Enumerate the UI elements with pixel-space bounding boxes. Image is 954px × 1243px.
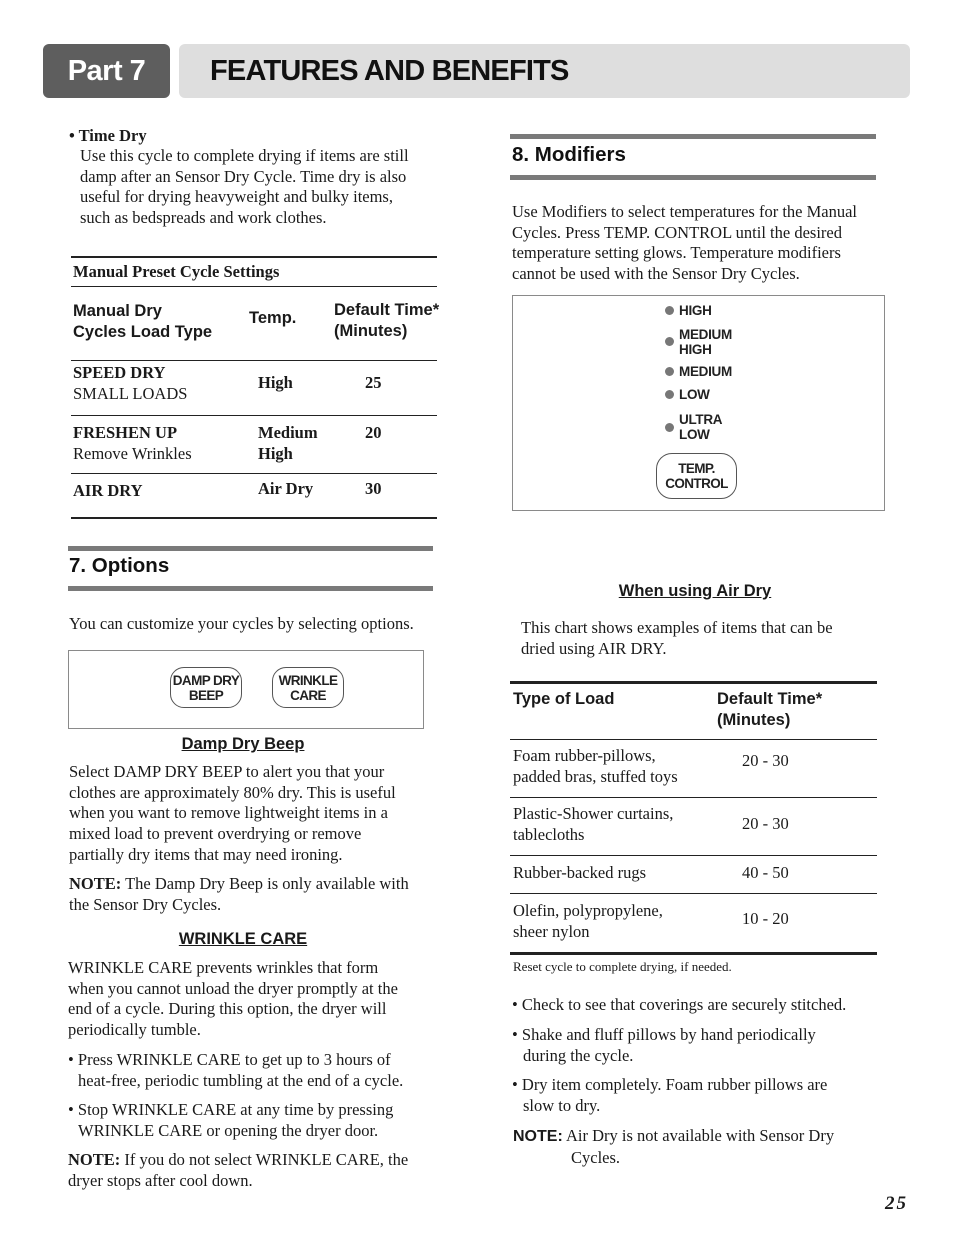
ultra-low-indicator-icon — [665, 423, 674, 432]
modifiers-text — [512, 202, 857, 285]
table-rule — [510, 855, 877, 856]
load-time: 40 - 50 — [742, 863, 789, 882]
col-header-type-of-load: Type of Load — [513, 690, 615, 708]
button-line: WRINKLE — [278, 672, 338, 688]
text-line: • Dry item completely. Foam rubber pillows are — [512, 1075, 828, 1094]
load-time: 20 - 30 — [742, 751, 789, 770]
table-row — [513, 863, 646, 884]
cycle-time: 25 — [365, 373, 382, 392]
air-dry-bullet — [512, 995, 846, 1016]
cycle-name: SPEED DRY — [73, 363, 166, 382]
table-rule — [71, 473, 437, 474]
cycle-temp: High — [258, 373, 293, 392]
section-rule — [510, 175, 876, 180]
wrinkle-bullet — [68, 1050, 403, 1091]
table-row — [513, 746, 678, 787]
note-label: NOTE: — [69, 874, 122, 893]
temp-control-button[interactable] — [656, 453, 737, 499]
table-rule — [510, 797, 877, 798]
cycle-temp — [258, 423, 318, 464]
wrinkle-care-heading: WRINKLE CARE — [178, 930, 308, 948]
load-time: 20 - 30 — [742, 814, 789, 833]
section-rule — [68, 546, 433, 551]
page-number: 25 — [885, 1193, 908, 1214]
time-dry-heading: • Time Dry — [69, 126, 147, 145]
text-line: during the cycle. — [523, 1045, 634, 1065]
text-line: when you want to remove lightweight items in a — [69, 803, 388, 823]
col-header-default-time — [334, 300, 439, 341]
table-footnote: Reset cycle to complete drying, if needed. — [513, 959, 732, 974]
col-header-temp: Temp. — [249, 309, 297, 327]
cycle-desc: SMALL LOADS — [73, 383, 188, 403]
text-line: damp after an Sensor Dry Cycle. Time dry is also — [80, 166, 407, 186]
text-line: • Check to see that coverings are securely stitched. — [512, 995, 847, 1014]
cycle-desc: Remove Wrinkles — [73, 443, 192, 463]
cycle-time: 20 — [365, 423, 382, 442]
damp-dry-beep-button[interactable] — [170, 667, 242, 708]
temp-label-medium: MEDIUM — [679, 364, 732, 379]
text-line: mixed load to prevent overdrying or remove — [69, 824, 362, 844]
table-row — [73, 423, 192, 464]
load-line: Olefin, polypropylene, — [513, 901, 663, 920]
cycle-time: 30 — [365, 479, 382, 498]
text-line: Cycles. Press TEMP. CONTROL until the desired — [512, 222, 842, 242]
button-line: BEEP — [188, 687, 224, 703]
table-rule — [510, 893, 877, 894]
text-line: • Press WRINKLE CARE to get up to 3 hours of — [68, 1050, 391, 1069]
text-line: • Stop WRINKLE CARE at any time by pressing — [68, 1100, 394, 1119]
label-line: MEDIUM — [679, 327, 732, 342]
note-text: If you do not select WRINKLE CARE, the — [120, 1150, 409, 1169]
load-line: Plastic-Shower curtains, — [513, 804, 674, 823]
wrinkle-note — [68, 1150, 408, 1191]
header-line: (Minutes) — [717, 710, 791, 729]
low-indicator-icon — [665, 390, 674, 399]
text-line: useful for drying heavyweight and bulky items, — [80, 187, 393, 207]
text-line: heat-free, periodic tumbling at the end of a cycle. — [78, 1070, 404, 1090]
header-line: (Minutes) — [334, 321, 408, 340]
table-row — [513, 804, 673, 845]
text-line: such as bedspreads and work clothes. — [80, 208, 327, 228]
col-header-load-type — [73, 301, 212, 342]
section-rule — [68, 586, 433, 591]
table-rule — [510, 739, 877, 740]
note-text: Air Dry is not available with Sensor Dry — [562, 1126, 835, 1145]
air-dry-bullet — [512, 1075, 827, 1116]
load-line: sheer nylon — [513, 921, 590, 941]
table-rule — [71, 415, 437, 416]
button-line: CONTROL — [665, 476, 728, 491]
text-line: dried using AIR DRY. — [521, 638, 667, 658]
col-header-default-time — [717, 689, 822, 730]
load-time: 10 - 20 — [742, 909, 789, 928]
temp-label-high: HIGH — [679, 303, 712, 318]
section-rule — [510, 134, 876, 139]
medium-indicator-icon — [665, 367, 674, 376]
note-text: dryer stops after cool down. — [68, 1170, 253, 1190]
note-label: NOTE: — [513, 1128, 563, 1145]
air-dry-intro — [521, 618, 833, 659]
text-line: Use this cycle to complete drying if items are still — [80, 146, 409, 165]
header-line: Cycles Load Type — [73, 322, 213, 341]
table-rule — [71, 286, 437, 287]
note-text: The Damp Dry Beep is only available with — [121, 874, 409, 893]
text-line: partially dry items that may need ironing. — [69, 844, 343, 864]
part-label: Part 7 — [67, 54, 146, 87]
temp-line: Medium — [258, 423, 318, 442]
temp-label-medium-high — [679, 327, 732, 357]
damp-dry-note — [69, 874, 409, 915]
label-line: LOW — [679, 427, 710, 442]
text-line: cannot be used with the Sensor Dry Cycles. — [512, 264, 800, 284]
header-line: Default Time* — [334, 301, 440, 319]
text-line: • Shake and fluff pillows by hand periodically — [512, 1025, 816, 1044]
label-line: ULTRA — [679, 412, 723, 427]
table-bottom-rule — [71, 517, 437, 519]
cycle-name: FRESHEN UP — [73, 423, 178, 442]
part-tab — [43, 44, 170, 98]
preset-table-caption: Manual Preset Cycle Settings — [73, 262, 280, 281]
text-line: temperature setting glows. Temperature modifiers — [512, 243, 841, 263]
text-line: end of a cycle. During this option, the dryer will — [68, 999, 387, 1019]
page-title: FEATURES AND BENEFITS — [210, 54, 569, 87]
options-heading: 7. Options — [69, 554, 170, 577]
table-rule — [71, 360, 437, 361]
text-line: periodically tumble. — [68, 1020, 201, 1040]
button-line: CARE — [290, 687, 326, 703]
note-text: Cycles. — [571, 1147, 621, 1167]
load-line: tablecloths — [513, 824, 585, 844]
table-row — [73, 363, 187, 404]
load-line: padded bras, stuffed toys — [513, 766, 678, 786]
text-line: Use Modifiers to select temperatures for the Manual — [512, 202, 858, 221]
button-line: TEMP. — [678, 461, 715, 476]
temp-label-ultra-low — [679, 412, 722, 442]
wrinkle-care-button[interactable] — [272, 667, 344, 708]
options-intro: You can customize your cycles by selecting options. — [69, 614, 414, 633]
text-line: slow to dry. — [523, 1095, 601, 1115]
note-label: NOTE: — [68, 1150, 121, 1169]
text-line: clothes are approximately 80% dry. This is useful — [69, 782, 396, 802]
table-top-rule — [71, 256, 437, 258]
wrinkle-bullet — [68, 1100, 393, 1141]
text-line: WRINKLE CARE or opening the dryer door. — [78, 1120, 379, 1140]
temp-line: High — [258, 443, 293, 463]
header-line: Default Time* — [717, 690, 823, 708]
title-bar — [179, 44, 910, 98]
modifiers-heading: 8. Modifiers — [512, 143, 626, 166]
damp-dry-beep-text — [69, 762, 396, 866]
medium-high-indicator-icon — [665, 337, 674, 346]
time-dry-text — [80, 146, 409, 229]
air-dry-note — [513, 1126, 834, 1168]
text-line: Select DAMP DRY BEEP to alert you that your — [69, 762, 385, 781]
load-line: Rubber-backed rugs — [513, 863, 646, 882]
cycle-name: AIR DRY — [73, 481, 143, 500]
cycle-temp: Air Dry — [258, 479, 314, 498]
label-line: HIGH — [679, 342, 712, 357]
air-dry-bullet — [512, 1025, 816, 1066]
table-top-rule — [510, 681, 877, 684]
load-line: Foam rubber-pillows, — [513, 746, 656, 765]
note-text: the Sensor Dry Cycles. — [69, 894, 222, 914]
text-line: WRINKLE CARE prevents wrinkles that form — [68, 958, 379, 977]
temp-label-low: LOW — [679, 387, 710, 402]
button-line: DAMP DRY — [172, 672, 240, 688]
air-dry-heading: When using Air Dry — [618, 582, 772, 600]
table-bottom-rule — [510, 952, 877, 955]
high-indicator-icon — [665, 306, 674, 315]
text-line: This chart shows examples of items that can be — [521, 618, 833, 637]
damp-dry-beep-heading: Damp Dry Beep — [181, 735, 305, 753]
text-line: when you cannot unload the dryer promptly at the — [68, 978, 398, 998]
table-row — [513, 901, 663, 942]
options-panel — [68, 650, 424, 729]
header-line: Manual Dry — [73, 302, 162, 320]
wrinkle-care-text — [68, 958, 398, 1041]
